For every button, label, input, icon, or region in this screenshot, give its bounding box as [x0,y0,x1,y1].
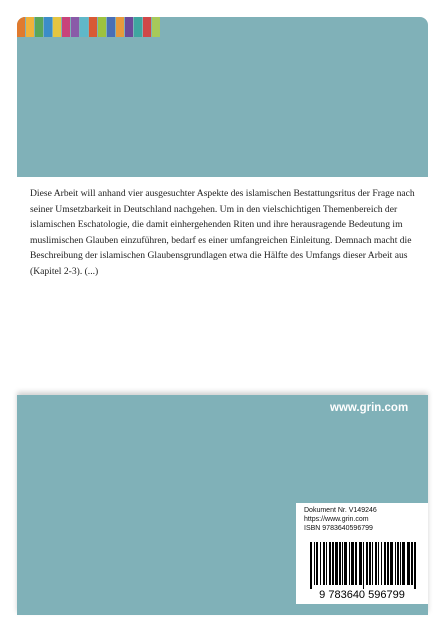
color-strip-segment [134,17,142,37]
isbn-box [296,503,428,604]
color-strip-segment [143,17,151,37]
barcode-bar [326,542,327,585]
color-strip-segment [44,17,52,37]
barcode-bar [314,542,315,585]
barcode-bar [344,542,347,585]
publisher-url: www.grin.com [330,402,409,414]
color-strip-segment [80,17,88,37]
color-strip-segment [53,17,61,37]
barcode-bar [395,542,396,585]
color-strip-segment [116,17,124,37]
barcode-bar [351,542,354,585]
barcode-bar [366,542,368,585]
color-strip [17,17,161,37]
barcode-bar [339,542,341,585]
barcode-bar [384,542,386,585]
color-strip-segment [26,17,34,37]
barcode-bar [335,542,338,585]
barcode-bar [390,542,393,585]
barcode-bar [342,542,343,585]
color-strip-segment [152,17,160,37]
barcode-bar [378,542,379,585]
barcode [300,542,424,600]
barcode-bar [372,542,373,585]
barcode-digits: 9 783640 596799 [319,589,405,600]
color-strip-segment [35,17,43,37]
barcode-bar [411,542,413,585]
barcode-bar [359,542,362,585]
barcode-bar [375,542,377,585]
color-strip-segment [71,17,79,37]
barcode-bar [400,542,401,585]
barcode-bar [387,542,389,585]
cover-top-panel [17,17,428,177]
barcode-bar [363,542,364,589]
barcode-bar [332,542,334,585]
barcode-bar [414,542,416,589]
color-strip-segment [17,17,25,37]
barcode-bar [349,542,350,585]
barcode-bar [329,542,331,585]
document-number: Dokument Nr. V149246 [304,507,377,514]
barcode-bar [320,542,321,585]
website-link: https://www.grin.com [304,516,369,523]
color-strip-segment [107,17,115,37]
barcode-bar [402,542,405,585]
barcode-bar [407,542,410,585]
barcode-bar [323,542,325,585]
barcode-bar [310,542,312,589]
barcode-bar [381,542,382,585]
color-strip-segment [98,17,106,37]
color-strip-segment [89,17,97,37]
barcode-bar [369,542,371,585]
barcode-bar [397,542,399,585]
color-strip-segment [125,17,133,37]
barcode-bar [355,542,357,585]
barcode-bar [316,542,318,585]
blurb-text: Diese Arbeit will anhand vier ausgesuchter Aspekte des islamischen Bestattungsritus der Frage nach seiner Umsetzbarkeit in Deutschland nachgehen. Um in den vielschichtigen Themenbereich der islamischen Eschatologie, die damit einhergehenden Riten und ihre herausragende Bedeutung im muslimischen Glauben einzuführen, bedarf es einer umfangreichen Einleitung. Demnach macht die Beschreibung der islamischen Glaubensgrundlagen etwa die Hälfte des Umfangs dieser Arbeit aus (Kapitel 2-3). (...) [30,188,415,277]
isbn-number: ISBN 9783640596799 [304,525,373,532]
color-strip-segment [62,17,70,37]
